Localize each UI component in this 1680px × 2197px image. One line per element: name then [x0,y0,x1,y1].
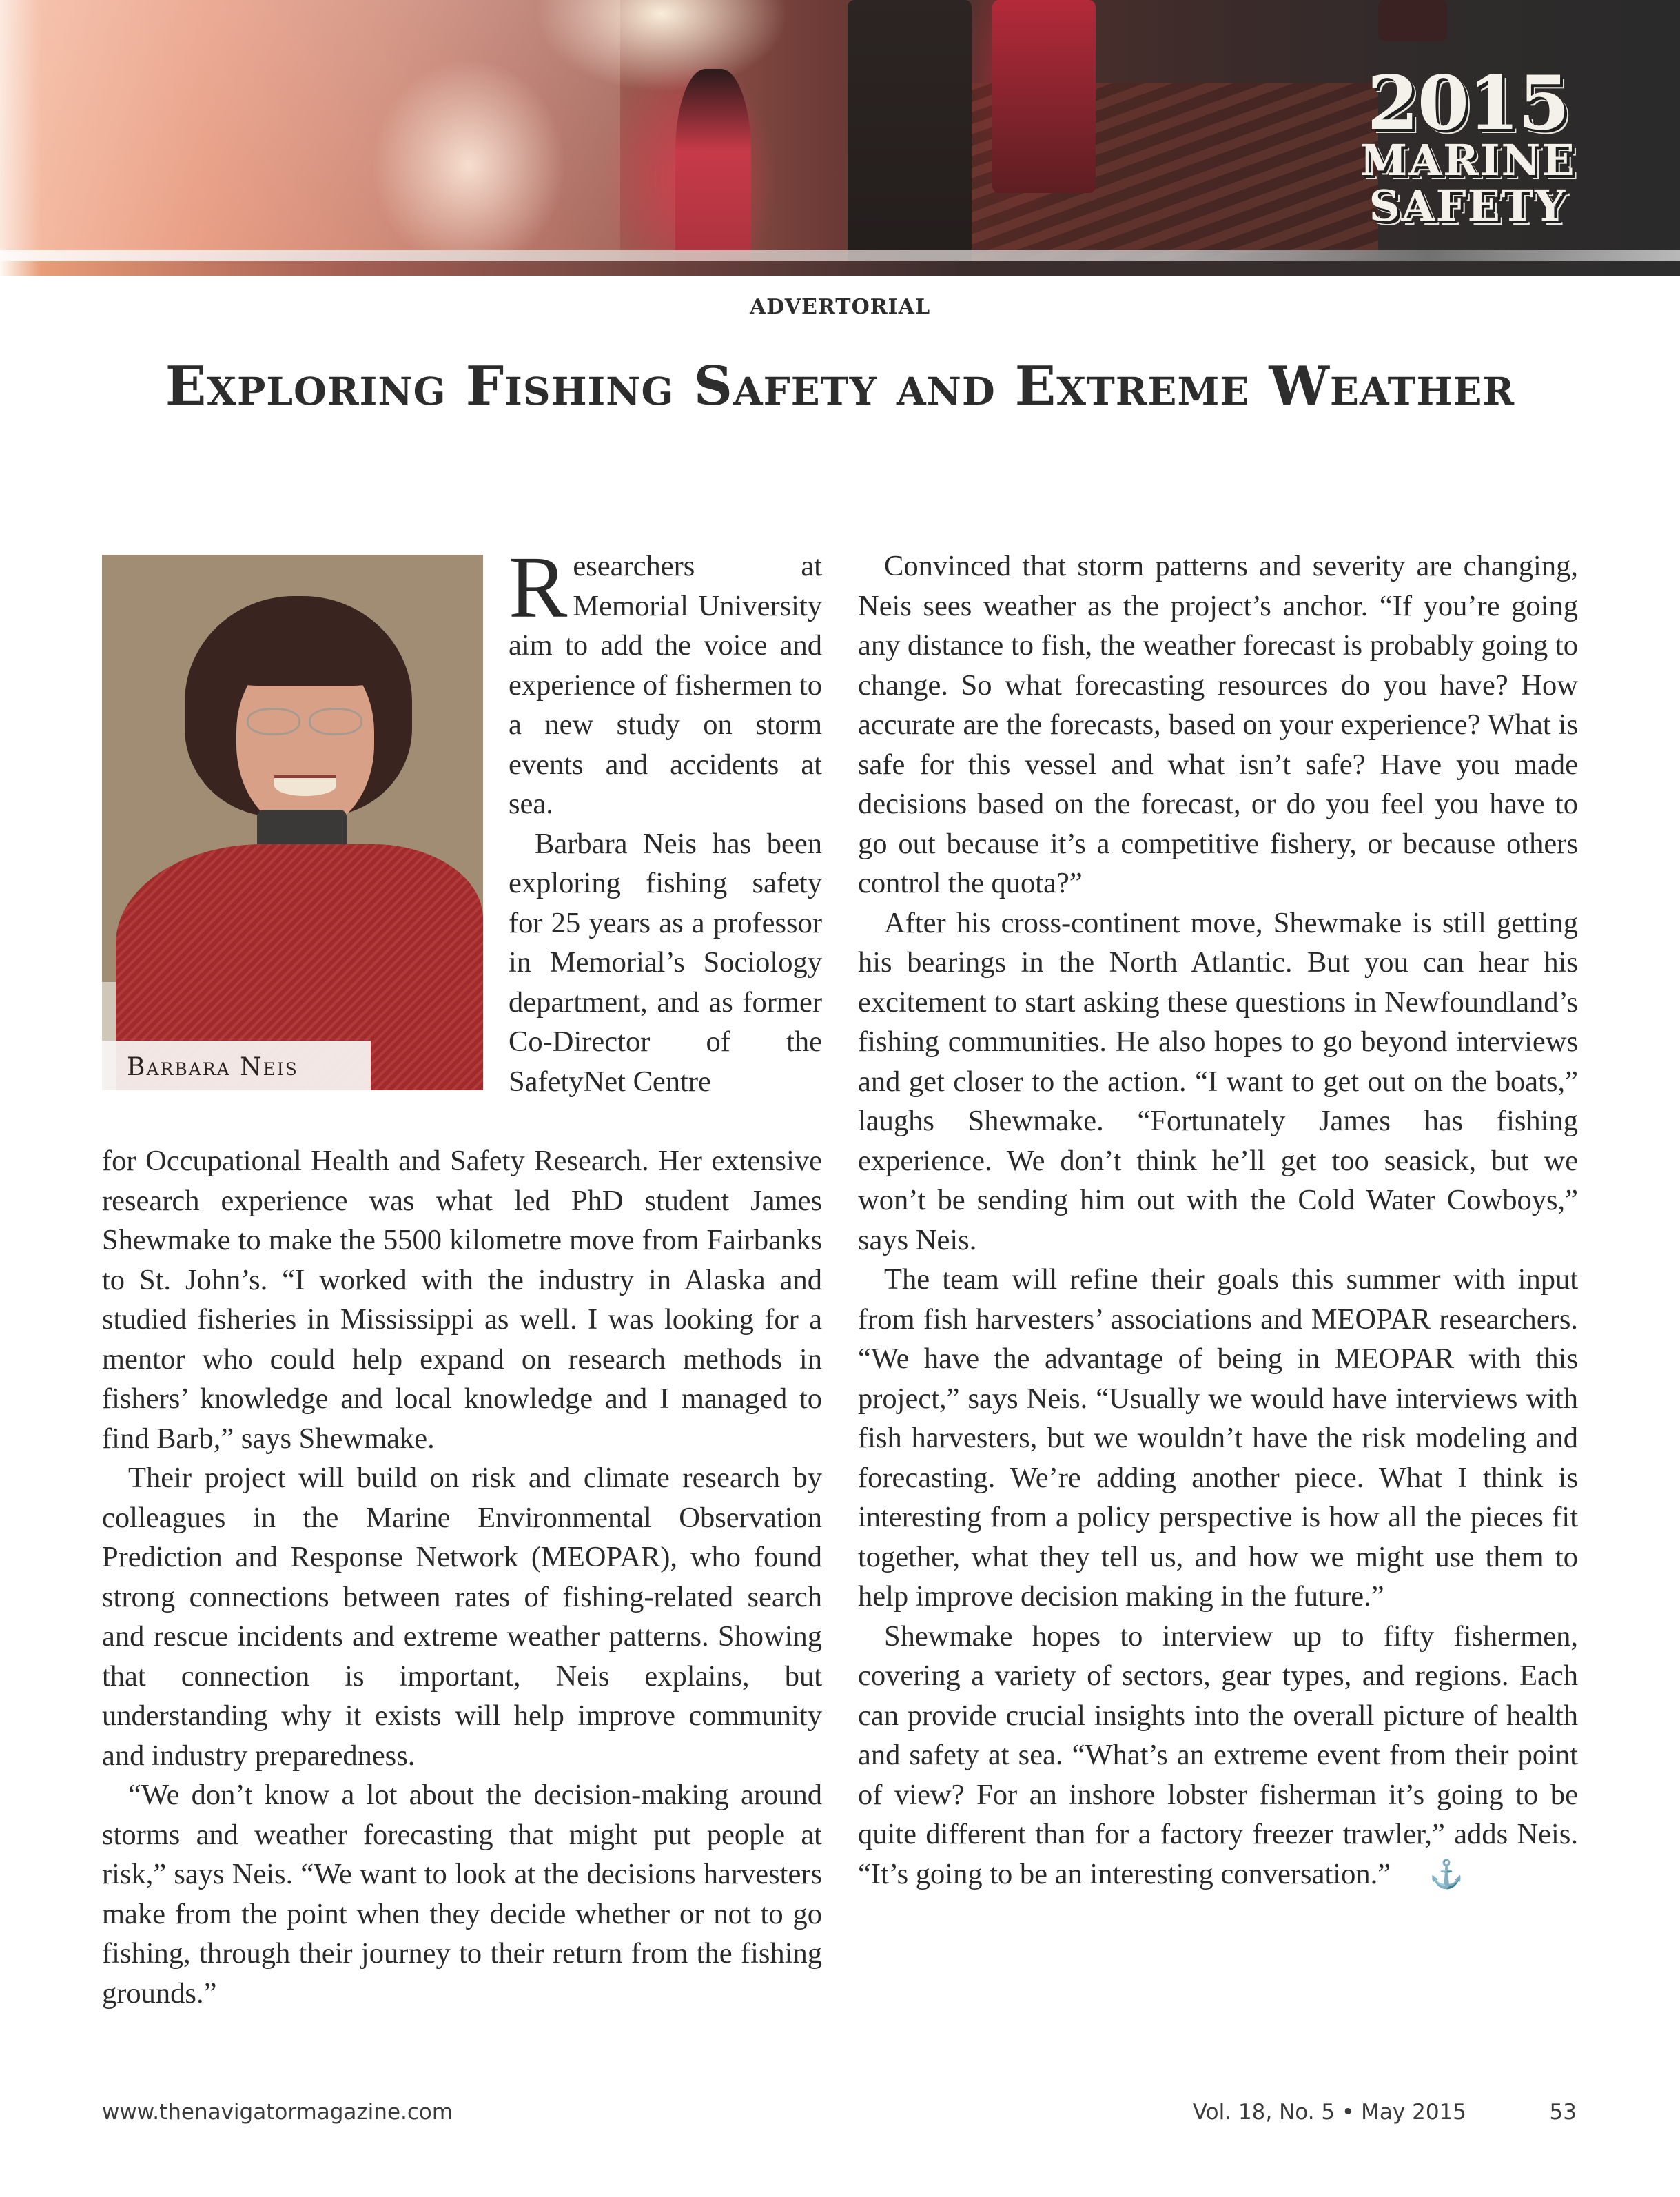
page-number: 53 [1549,2100,1577,2125]
body-paragraph: Convinced that storm patterns and severity are changing, Neis sees weather as the project’s anchor. “If you’re going any distance to fish, the weather forecast is probably going to change. So what forecasting resources do you have? How accurate are the forecasts, based on your experience? What is safe for this vessel and what isn’t safe? Have you made decisions based on the forecast, or do you feel you have to go out because it’s a competitive fishery, or because others control the quota?” [858,550,1578,899]
portrait-glasses-right [309,708,362,735]
body-paragraph [858,1617,1578,1894]
body-column-narrow [509,538,822,1101]
paragraph-text: esearchers at Memorial University aim to add the voice and experience of fishermen to a new study on storm events and accidents at sea. [509,550,822,820]
body-paragraph: The team will refine their goals this summer with input from fish harvesters’ associations and MEOPAR researchers. “We have the advantage of being in MEOPAR with this project,” says Neis. “Usually we would have interviews with fish harvesters, but we wouldn’t have the risk modeling and forecasting. We’re adding another piece. What I think is interesting from a policy perspective is how all the pieces fit together, what they tell us, and how we might use them to help improve decision making in the future.” [858,1263,1578,1613]
marine-safety-logo [1344,60,1592,234]
portrait-photo [102,555,483,1090]
body-column-left [102,1141,822,2013]
person-silhouette [848,0,972,276]
article-headline: Exploring Fishing Safety and Extreme Weather [165,355,1515,418]
footer-website-link[interactable]: www.thenavigatormagazine.com [102,2100,453,2125]
portrait-bangs [226,624,385,686]
body-paragraph: After his cross-continent move, Shewmake is still getting his bearings in the North Atlantic. But you can hear his excitement to start asking these questions in Newfoundland’s fishing communities. He also hopes to go beyond interviews and get closer to the action. “I want to get out on the boats,” laughs Shewmake. “Fortunately James has fishing experience. We don’t think he’ll get too seasick, but we won’t be sending him out with the Cold Water Cowboys,” says Neis. [858,906,1578,1256]
banner-bottom-edge [0,261,1680,276]
portrait-glasses-left [247,708,300,735]
footer-issue-info: Vol. 18, No. 5 • May 2015 [1192,2100,1466,2125]
page-footer [102,2100,1577,2127]
drop-cap: R [509,538,568,636]
body-paragraph: Barbara Neis has been exploring fishing safety for 25 years as a professor in Memorial’s Sociology department, and as former Co-Director of the SafetyNet Centre [509,827,822,1098]
banner-divider-stripe [0,250,1680,261]
body-column-right [858,546,1578,1894]
person-in-survival-suit [992,0,1096,193]
header-banner-photo [0,0,1680,276]
anchor-icon: ⚓ [1429,1858,1464,1890]
logo-line-safety: SAFETY [1369,181,1567,231]
flare-smoke [0,0,620,276]
logo-year: 2015 [1366,60,1569,147]
portrait-smile [274,775,336,796]
body-paragraph: “We don’t know a lot about the decision-making around storms and weather forecasting that might put people at risk,” says Neis. “We want to look at the decisions harvesters make from the point when they decide whether or not to go fishing, through their journey to their return from the fishing grounds.” [102,1779,822,2010]
body-paragraph: Their project will build on risk and climate research by colleagues in the Marine Environmental Observation Prediction and Response Network (MEOPAR), who found strong connections between rates of fishing-related search and rescue incidents and extreme weather patterns. Showing that connection is important, Neis explains, but understanding why it exists will help improve community and industry preparedness. [102,1462,822,1772]
body-paragraph: for Occupational Health and Safety Research. Her extensive research experience was what led PhD student James Shewmake to make the 5500 kilometre move from Fairbanks to St. John’s. “I worked with the industry in Alaska and studied fisheries in Mississippi as well. I was looking for a mentor who could help expand on research methods in fishers’ knowledge and local knowledge and I managed to find Barb,” says Shewmake. [102,1145,822,1455]
body-paragraph [509,538,822,824]
logo-line-marine: MARINE [1360,135,1576,185]
person-holding-flare [675,69,751,276]
section-kicker: ADVERTORIAL [749,295,931,319]
person-background [1378,0,1447,41]
paragraph-text: Shewmake hopes to interview up to fifty fishermen, covering a variety of sectors, gear types, and regions. Each can provide crucial insights into the overall picture of health and safety at sea. “What’s an extreme event from their point of view? For an inshore lobster fisherman it’s going to be quite different than for a factory freezer trawler,” adds Neis. “It’s going to be an interesting conversation.” [858,1619,1578,1890]
photo-caption: Barbara Neis [102,1041,371,1090]
